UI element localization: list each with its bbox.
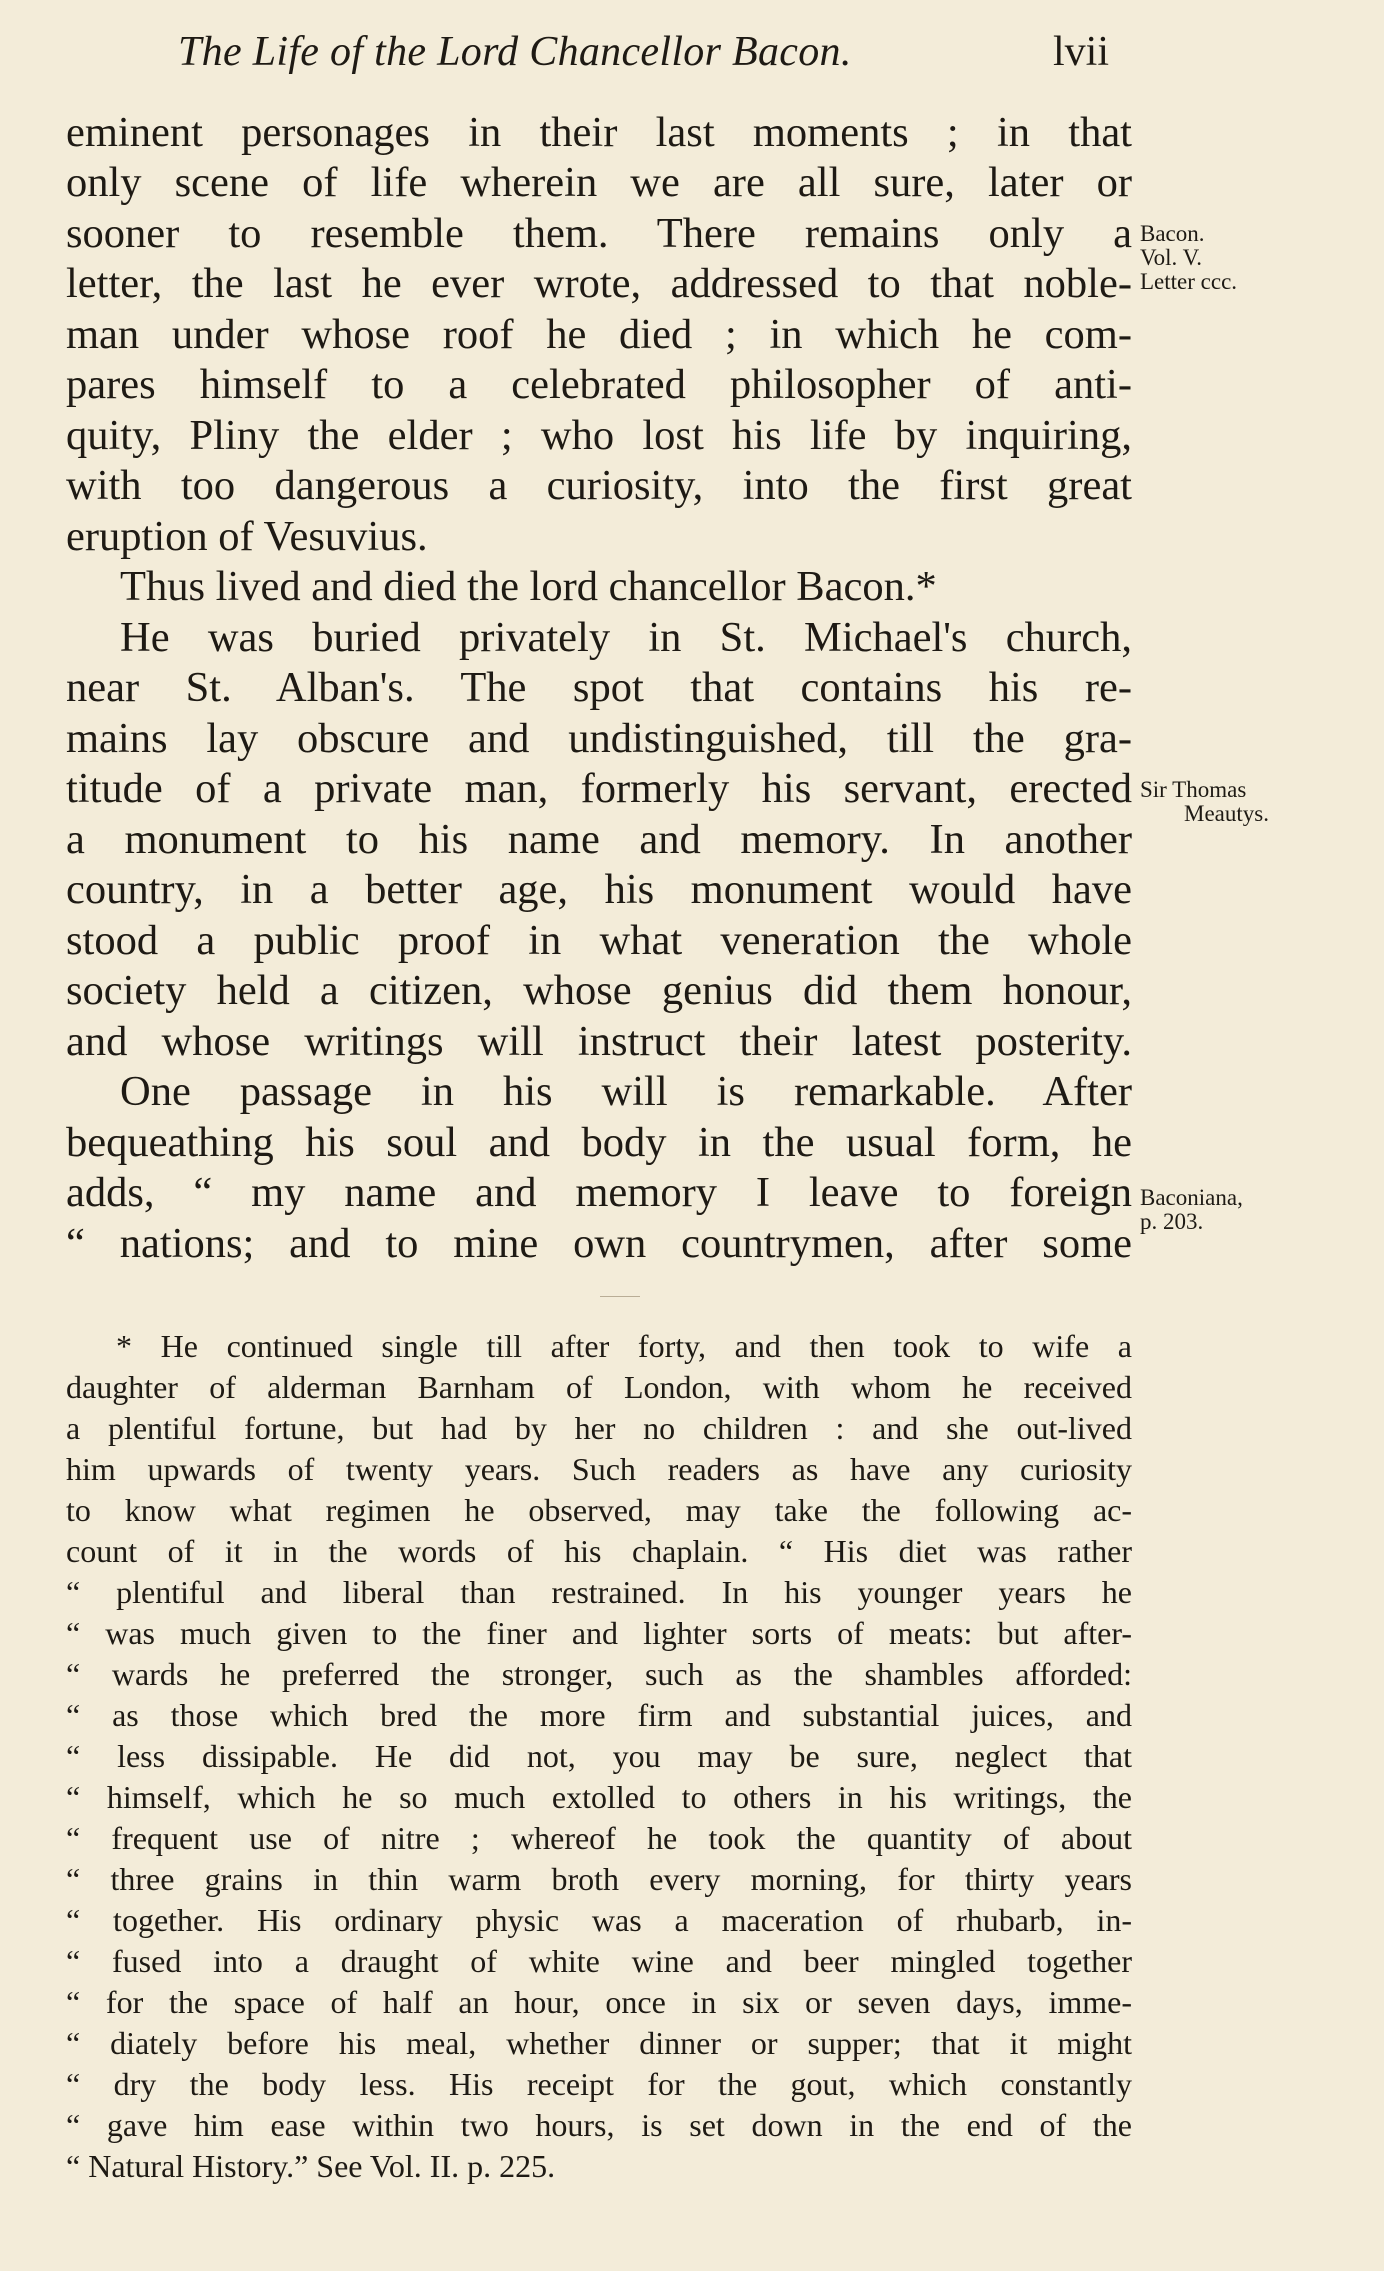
marginal-note-line: Bacon. — [1140, 221, 1205, 246]
body-line: eminent personages in their last moments ; in that — [66, 109, 1132, 156]
body-line: man under whose roof he died ; in which he com- — [66, 311, 1132, 358]
footnote-line: “ himself, which he so much extolled to others in his writings, the — [66, 1779, 1132, 1815]
body-line: a monument to his name and memory. In another — [66, 816, 1132, 863]
body-line: adds, “ my name and memory I leave to foreign — [66, 1169, 1132, 1216]
body-line: only scene of life wherein we are all sure, later or — [66, 159, 1132, 206]
body-line: One passage in his will is remarkable. After — [120, 1068, 1132, 1115]
marginal-note-line: Letter ccc. — [1140, 269, 1238, 294]
body-line: society held a citizen, whose genius did them honour, — [66, 967, 1132, 1014]
body-line: Thus lived and died the lord chancellor Bacon.* — [120, 563, 937, 610]
body-line: He was buried privately in St. Michael's church, — [120, 614, 1132, 661]
footnote-line: “ for the space of half an hour, once in six or seven days, imme- — [66, 1984, 1132, 2020]
marginal-note-baconiana — [1140, 1186, 1243, 1234]
body-line: mains lay obscure and undistinguished, till the gra- — [66, 715, 1132, 762]
footnote-line: “ together. His ordinary physic was a maceration of rhubarb, in- — [66, 1902, 1132, 1938]
footnote-line: * He continued single till after forty, and then took to wife a — [116, 1328, 1132, 1364]
footnote-line: “ wards he preferred the stronger, such as the shambles afforded: — [66, 1656, 1132, 1692]
marginal-note-line: Vol. V. — [1140, 245, 1203, 270]
footnote-line: “ plentiful and liberal than restrained. In his younger years he — [66, 1574, 1132, 1610]
page-number: lvii — [1053, 29, 1110, 75]
footnote-line: “ three grains in thin warm broth every morning, for thirty years — [66, 1861, 1132, 1897]
body-line: titude of a private man, formerly his servant, erected — [66, 765, 1132, 812]
footnote-line: “ fused into a draught of white wine and beer mingled together — [66, 1943, 1132, 1979]
footnote-line: a plentiful fortune, but had by her no children : and she out-lived — [66, 1410, 1132, 1446]
body-line: eruption of Vesuvius. — [66, 513, 428, 560]
footnote-separator — [600, 1296, 640, 1297]
marginal-note-line: Sir Thomas — [1140, 777, 1247, 802]
body-line: quity, Pliny the elder ; who lost his life by inquiring, — [66, 412, 1132, 459]
footnote-line: “ dry the body less. His receipt for the gout, which constantly — [66, 2066, 1132, 2102]
marginal-note-line: Meautys. — [1184, 801, 1269, 826]
footnote-line: “ was much given to the finer and lighter sorts of meats: but after- — [66, 1615, 1132, 1651]
footnote-line: to know what regimen he observed, may take the following ac- — [66, 1492, 1132, 1528]
footnote-line: “ gave him ease within two hours, is set down in the end of the — [66, 2107, 1132, 2143]
footnote-line: “ Natural History.” See Vol. II. p. 225. — [66, 2148, 556, 2184]
marginal-note-line: p. 203. — [1140, 1209, 1204, 1234]
body-line: bequeathing his soul and body in the usual form, he — [66, 1119, 1132, 1166]
footnote-line: “ frequent use of nitre ; whereof he took the quantity of about — [66, 1820, 1132, 1856]
marginal-note-bacon-letter — [1140, 222, 1237, 294]
footnote-line: “ diately before his meal, whether dinner or supper; that it might — [66, 2025, 1132, 2061]
body-line: and whose writings will instruct their latest posterity. — [66, 1018, 1132, 1065]
marginal-note-line: Baconiana, — [1140, 1185, 1243, 1210]
body-line: letter, the last he ever wrote, addressed to that noble- — [66, 260, 1132, 307]
body-line: stood a public proof in what veneration the whole — [66, 917, 1132, 964]
footnote-line: daughter of alderman Barnham of London, with whom he received — [66, 1369, 1132, 1405]
body-line: pares himself to a celebrated philosopher of anti- — [66, 361, 1132, 408]
footnote-line: “ less dissipable. He did not, you may be sure, neglect that — [66, 1738, 1132, 1774]
marginal-note-meautys — [1140, 778, 1269, 826]
body-line: sooner to resemble them. There remains only a — [66, 210, 1132, 257]
running-title: The Life of the Lord Chancellor Bacon. — [178, 29, 852, 75]
body-line: with too dangerous a curiosity, into the first great — [66, 462, 1132, 509]
running-head — [178, 28, 1138, 88]
footnote-line: him upwards of twenty years. Such readers as have any curiosity — [66, 1451, 1132, 1487]
body-line: near St. Alban's. The spot that contains his re- — [66, 664, 1132, 711]
body-line: country, in a better age, his monument would have — [66, 866, 1132, 913]
footnote-line: count of it in the words of his chaplain. “ His diet was rather — [66, 1533, 1132, 1569]
footnote-line: “ as those which bred the more firm and substantial juices, and — [66, 1697, 1132, 1733]
body-line: “ nations; and to mine own countrymen, after some — [66, 1220, 1132, 1267]
